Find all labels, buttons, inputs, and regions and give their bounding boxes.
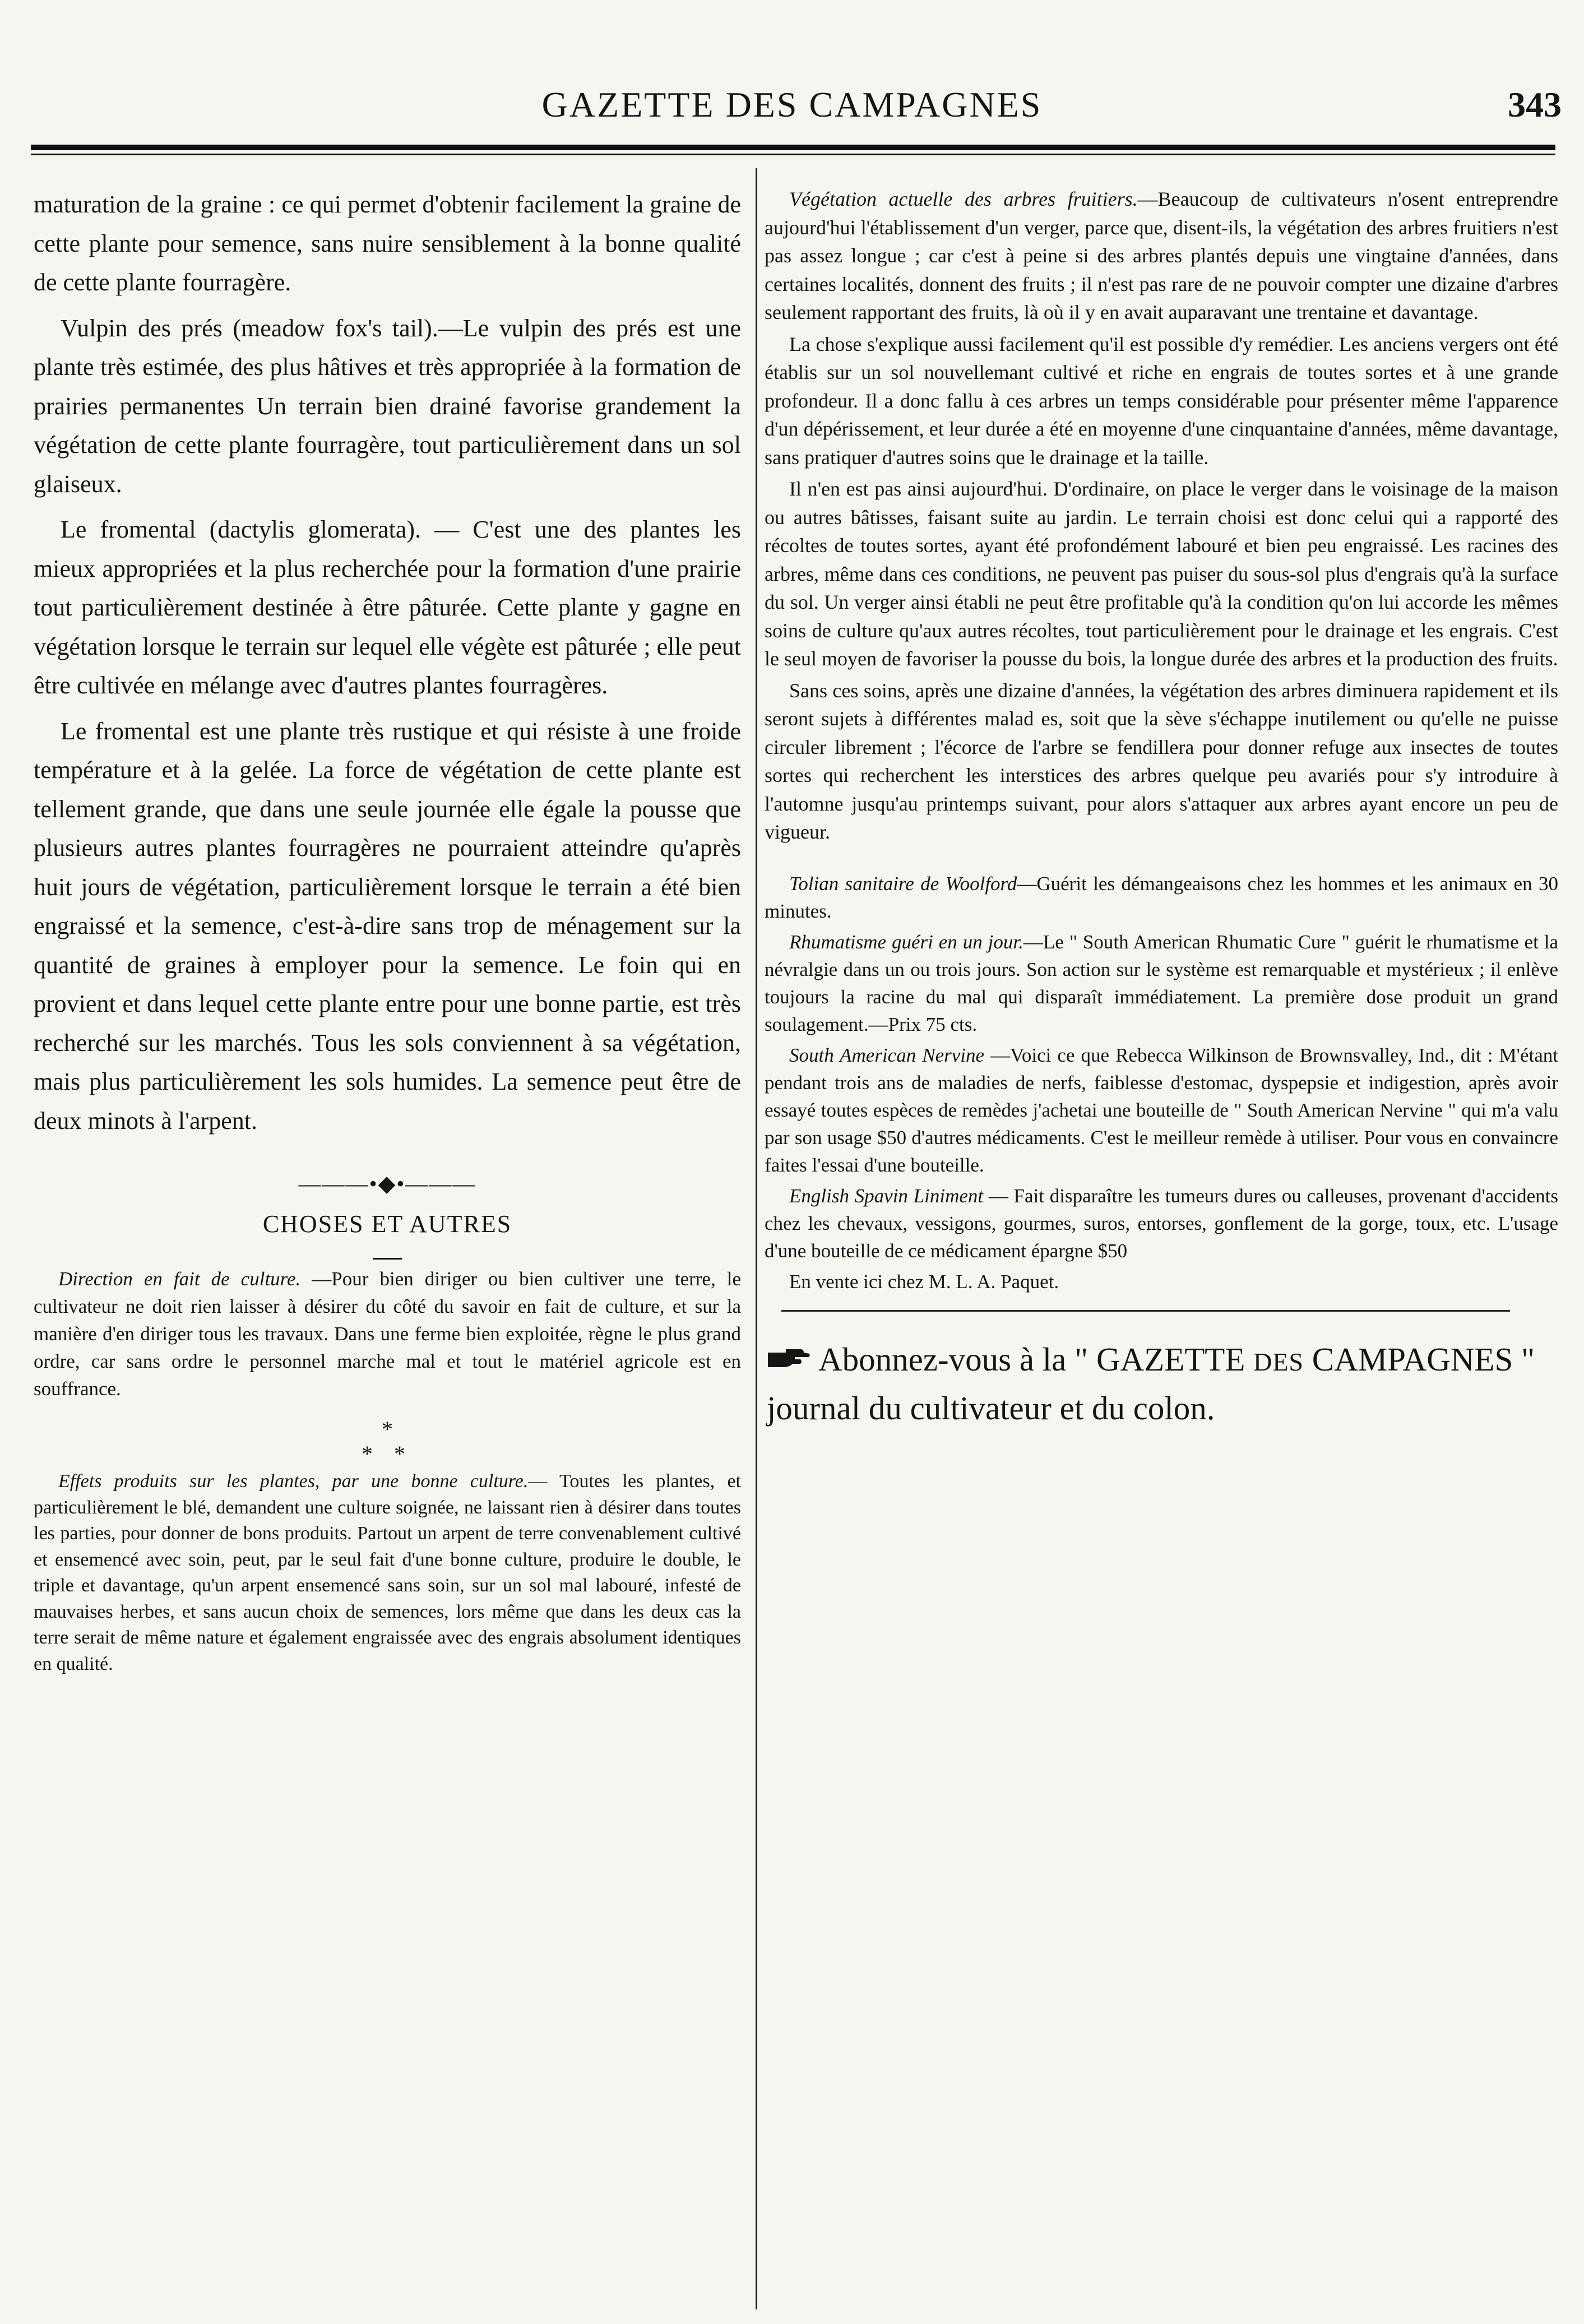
article-paragraph: maturation de la graine : ce qui permet d'obtenir facilement la graine de cette plante pour semence, sans nuire sensiblement à la bonne qualité de cette plante fourragère. bbox=[34, 191, 741, 296]
advertisement-lead: Tolian sanitaire de Woolford bbox=[789, 872, 1017, 895]
advertisement bbox=[765, 870, 1558, 925]
article-paragraph: La chose s'explique aussi facilement qu'il est possible d'y remédier. Les anciens vergers ont été établis sur un sol nouvellemant cultivé et riche en engrais de toutes sortes et à une grande profondeur. Il a donc fallu à ces arbres un temps considérable pour présenter même l'apparence d'un dépérissement, et leur durée a été en moyenne d'une cinquantaine d'années, même davantage, sans pratiquer d'autres soins que le drainage et la taille. bbox=[765, 332, 1558, 469]
subscription-text-des: DES bbox=[1253, 1347, 1304, 1376]
heading-rule bbox=[373, 1258, 402, 1260]
advertisement-text: —Voici ce que Rebecca Wilkinson de Brownsvalley, Ind., dit : M'étant pendant trois ans de maladies de nerfs, faiblesse d'estomac, dyspepsie et indigestion, après avoir essayé toutes espèces de remèdes j'achetai une bouteille de " South American Nervine " qui m'a valu par son usage $50 d'autres médicaments. C'est le meilleur remède à utiliser. Pour vous en convaincre faites l'essai d'une bouteille. bbox=[765, 1044, 1558, 1176]
news-item-text: — Toutes les plantes, et particulièrement le blé, demandent une culture soignée, ne laissant rien à désirer dans toutes les parties, pour donner de bons produits. Partout un arpent de terre convenablement cultivé et ensemencé avec soin, peut, par le seul fait d'une bonne culture, produire le double, le triple et davantage, qu'un arpent ensemencé sans soin, sur un sol mal labouré, infesté de mauvaises herbes, et sans aucun choix de semences, lors même que dans les deux cas la terre serait de même nature et également engraissée avec des engrais absolument identiques en qualité. bbox=[34, 1471, 741, 1674]
advertisement bbox=[765, 928, 1558, 1038]
pointing-hand-icon bbox=[767, 1347, 810, 1369]
advertisement-text: —Guérit les démangeaisons chez les hommes et les animaux en 30 minutes. bbox=[765, 872, 1558, 922]
separator-stars bbox=[34, 1417, 741, 1466]
news-item-text: —Pour bien diriger ou bien cultiver une terre, le cultivateur ne doit rien laisser à désirer du côté du savoir en fait de culture, et sur la manière d'en diriger tous les travaux. Dans une ferme bien exploitée, règne le plus grand ordre, car sans ordre le personnel marche mal et tout le matériel agricole est en souffrance. bbox=[34, 1268, 741, 1400]
article-paragraph: Vulpin des prés (meadow fox's tail).—Le vulpin des prés est une plante très estimée, des plus hâtives et très appropriée à la formation de prairies permanentes Un terrain bien drainé favorise grandement la végétation de cette plante fourragère, tout particulièrement dans un sol glaiseux. bbox=[34, 314, 741, 498]
advertisement-text: — Fait disparaître les tumeurs dures ou calleuses, provenant d'accidents chez les chevaux, vessigons, gourmes, suros, entorses, gonflement de la gorge, toux, etc. L'usage d'une bouteille de ce médicament épargne $50 bbox=[765, 1184, 1558, 1262]
advertisement-lead: Rhumatisme guéri en un jour. bbox=[789, 930, 1023, 953]
subscription-text-pre: Abonnez-vous à la " GAZETTE bbox=[818, 1340, 1254, 1378]
advertisement-vendor: En vente ici chez M. L. A. Paquet. bbox=[789, 1270, 1059, 1293]
right-column bbox=[765, 185, 1558, 1431]
article-paragraph: Il n'en est pas ainsi aujourd'hui. D'ordinaire, on place le verger dans le voisinage de la maison ou autres bâtisses, faisant suite au jardin. Le terrain choisi est donc celui qui a rapporté des récoltes de toutes sortes, ayant été profondément labouré et bien peu engraissé. Les racines des arbres, même dans ces conditions, ne peuvent pas puiser du sous-sol plus d'engrais qu'à la surface du sol. Un verger ainsi établi ne peut être profitable qu'à la condition qu'on lui accorde les mêmes soins de culture qu'aux autres récoltes, tout particulièrement pour le drainage et les engrais. C'est le seul moyen de favoriser la pousse du bois, la longue durée des arbres et la production des fruits. bbox=[765, 478, 1558, 670]
article-paragraph: Sans ces soins, après une dizaine d'années, la végétation des arbres diminuera rapidement et ils seront sujets à différentes malad es, soit que la sève s'échappe inutilement ou qu'elle ne puisse circuler librement ; l'écorce de l'arbre se fendillera pour donner refuge aux insectes de toutes sortes qui recherchent les interstices des arbres quelque peu avariés pour s'y introduire à l'automne jusqu'au printemps suivant, pour alors s'attaquer aux arbres ayant encore un peu de vigueur. bbox=[765, 679, 1558, 843]
advertisement-lead: English Spavin Liniment bbox=[789, 1184, 984, 1207]
article-paragraph: Le fromental est une plante très rustique et qui résiste à une froide température et à la gelée. La force de végétation de cette plante est tellement grande, que dans une seule journée elle égale la pousse que plusieurs autres plantes fourragères ne pourraient atteindre qu'après huit jours de végétation, particulièrement lorsque le terrain a été bien engraissé et la semence, c'est-à-dire sans trop de ménagement sur la quantité de graines à employer pour la semence. Le foin qui en provient et dans lequel cette plante entre pour une bonne partie, est très recherché sur les marchés. Tous les sols conviennent à sa végétation, mais plus particulièrement les sols humides. La semence peut être de deux minots à l'arpent. bbox=[34, 717, 741, 1135]
news-item bbox=[34, 1265, 741, 1402]
advertisement-text: —Le " South American Rhumatic Cure " guérit le rhumatisme et la névralgie dans un ou trois jours. Son action sur le système est remarquable et mystérieux ; il enlève toujours la racine du mal qui disparaît immédiatement. La première dose produit un grand soulagement.—Prix 75 cts. bbox=[765, 930, 1558, 1035]
advertisement bbox=[765, 1041, 1558, 1179]
subscription-text-post: CAMPAGNES " journal du cultivateur et du colon. bbox=[767, 1340, 1535, 1427]
subscription-notice bbox=[765, 1336, 1558, 1431]
article-paragraph: Le fromental (dactylis glomerata). — C'est une des plantes les mieux appropriées et la plus recherchée pour la formation d'une prairie tout particulièrement destinée à être pâturée. Cette plante y gagne en végétation lorsque le terrain sur lequel elle végète est pâturée ; elle peut être cultivée en mélange avec d'autres plantes fourragères. bbox=[34, 516, 741, 699]
article-text: —Beaucoup de cultivateurs n'osent entreprendre aujourd'hui l'établissement d'un verger, parce que, disent-ils, la végétation des arbres fruitiers n'est pas assez longue ; car c'est à peine si des arbres plantés depuis une vingtaine d'années, dans certaines localités, donnent des fruits ; il n'est pas rare de ne pouvoir compter une dizaine d'arbres seulement rapportant des fruits, là où il y en avait auparavant une trentaine et davantage. bbox=[765, 188, 1558, 323]
news-item-lead: Direction en fait de culture. bbox=[58, 1268, 301, 1290]
article-paragraph bbox=[765, 185, 1558, 327]
advertisement-lead: South American Nervine bbox=[789, 1044, 985, 1066]
column-divider bbox=[756, 168, 757, 2309]
left-column bbox=[34, 185, 741, 1680]
section-ornament: ———•◆•——— bbox=[298, 1171, 476, 1196]
separator-star-bottom: * * bbox=[362, 1441, 413, 1466]
news-item bbox=[34, 1469, 741, 1677]
page-number: 343 bbox=[1508, 85, 1562, 124]
section-heading: CHOSES ET AUTRES bbox=[262, 1210, 512, 1238]
page-header-title: GAZETTE DES CAMPAGNES bbox=[541, 85, 1043, 124]
article-lead: Végétation actuelle des arbres fruitiers. bbox=[789, 188, 1138, 210]
separator-star-top: * bbox=[382, 1416, 393, 1442]
header-rule-thick bbox=[31, 145, 1555, 150]
footer-rule bbox=[781, 1310, 1510, 1312]
news-item-lead: Effets produits sur les plantes, par une bonne culture. bbox=[58, 1471, 529, 1492]
advertisement bbox=[765, 1182, 1558, 1265]
header-rule-thin bbox=[31, 154, 1555, 155]
